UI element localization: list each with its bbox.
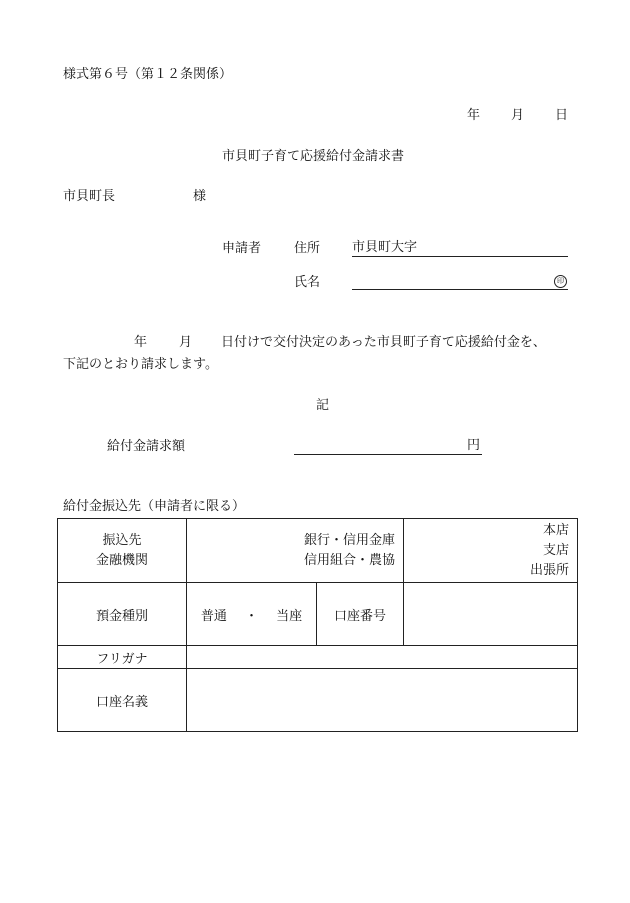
date-year: 年 [467, 108, 481, 123]
branch-type-branch: 支店 [543, 542, 570, 558]
body-line2: 下記のとおり請求します。 [63, 357, 218, 372]
date-day: 日 [555, 108, 569, 123]
deposit-checking[interactable]: 当座 [276, 608, 303, 624]
applicant-role-label: 申請者 [222, 241, 262, 256]
account-number-field[interactable] [404, 583, 578, 646]
name-label: 氏名 [294, 275, 321, 290]
transfer-heading: 給付金振込先（申請者に限る） [63, 499, 246, 514]
address-label: 住所 [294, 241, 321, 256]
institution-label-line1: 振込先 [102, 532, 142, 548]
institution-label-cell [58, 519, 187, 583]
deposit-separator: ・ [244, 608, 258, 624]
bank-type-line2: 信用組合・農協 [304, 552, 396, 568]
address-value: 市貝町大字 [352, 240, 418, 255]
furigana-field[interactable] [187, 646, 578, 669]
branch-type-main: 本店 [543, 522, 570, 538]
amount-unit: 円 [466, 438, 480, 453]
deposit-row [58, 583, 578, 646]
bank-name-field[interactable] [187, 519, 404, 583]
body-year: 年 [134, 335, 148, 350]
deposit-type-label: 預金種別 [58, 583, 187, 646]
date-month: 月 [511, 108, 525, 123]
ki-heading: 記 [316, 398, 330, 413]
account-holder-row [58, 669, 578, 732]
branch-type-office: 出張所 [530, 562, 570, 578]
furigana-row [58, 646, 578, 669]
recipient-name: 市貝町長 [63, 189, 116, 204]
institution-row [58, 519, 578, 583]
account-holder-field[interactable] [187, 669, 578, 732]
deposit-type-field[interactable] [187, 583, 317, 646]
body-line1-rest: 日付けで交付決定のあった市貝町子育て応援給付金を、 [221, 335, 546, 350]
body-month: 月 [179, 335, 193, 350]
deposit-ordinary[interactable]: 普通 [200, 608, 227, 624]
recipient-honorific: 様 [193, 189, 207, 204]
furigana-label: フリガナ [58, 646, 187, 669]
bank-type-line1: 銀行・信用金庫 [304, 532, 396, 548]
name-field[interactable] [352, 274, 568, 290]
amount-label: 給付金請求額 [107, 439, 186, 454]
document-title: 市貝町子育て応援給付金請求書 [222, 149, 405, 164]
account-holder-label: 口座名義 [58, 669, 187, 732]
seal-mark: 印 [554, 275, 567, 288]
institution-label-line2: 金融機関 [95, 552, 148, 568]
transfer-table [57, 518, 578, 732]
amount-field[interactable] [294, 439, 482, 455]
form-number: 様式第６号（第１２条関係） [63, 67, 233, 82]
branch-name-field[interactable] [404, 519, 578, 583]
address-field[interactable] [352, 241, 568, 257]
account-number-label: 口座番号 [317, 583, 404, 646]
